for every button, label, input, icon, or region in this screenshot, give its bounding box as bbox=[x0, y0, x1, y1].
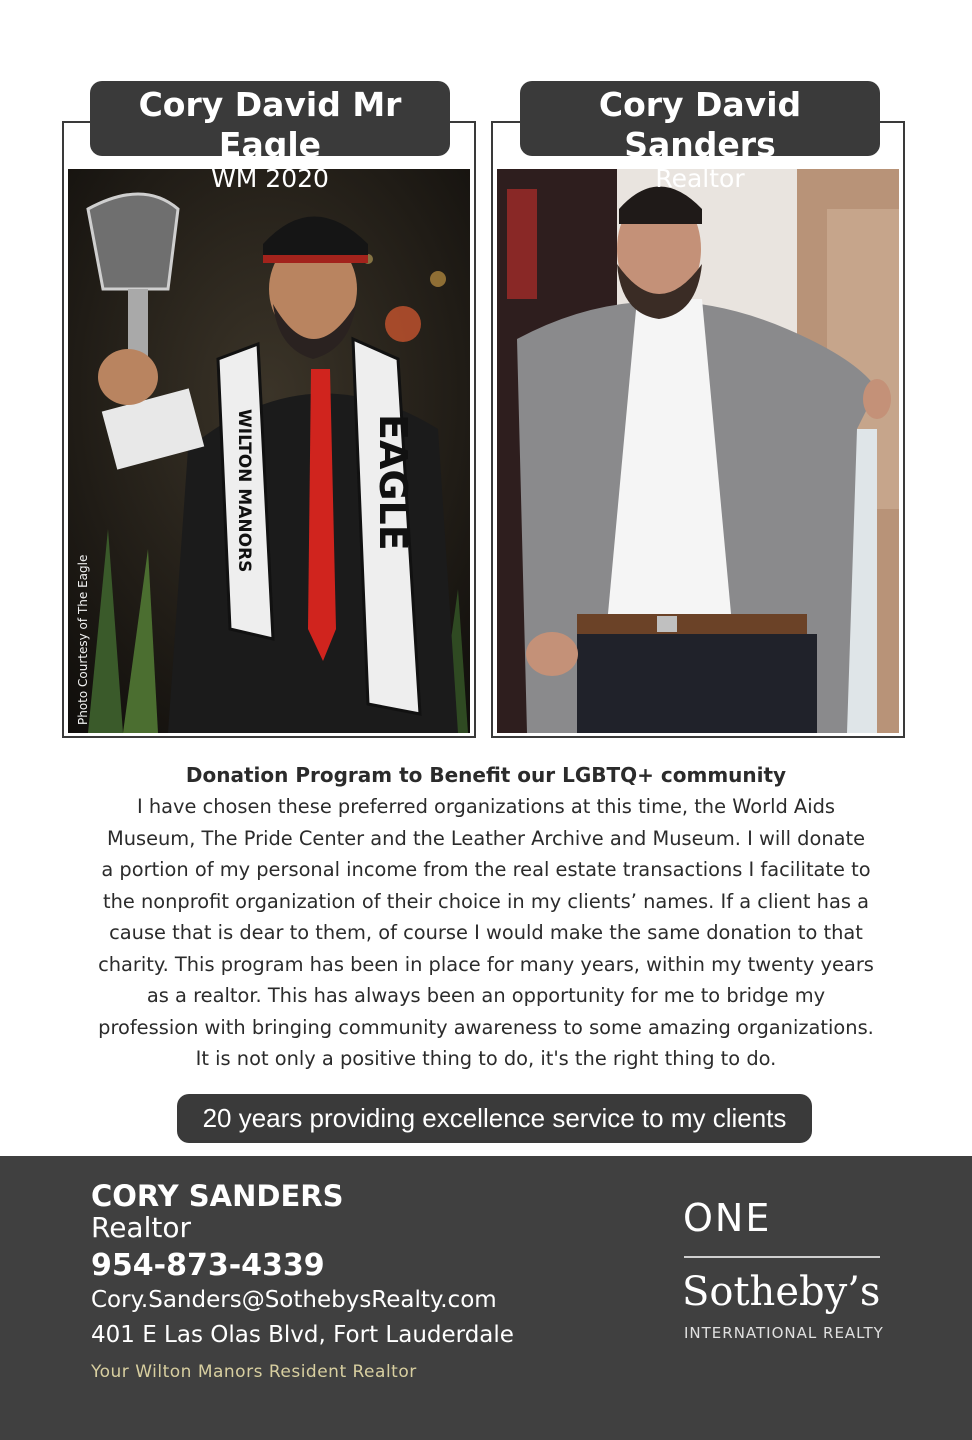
photo-credit: Photo Courtesy of The Eagle bbox=[76, 554, 90, 725]
mr-eagle-card bbox=[62, 121, 476, 738]
realtor-title: Cory David Sanders bbox=[598, 85, 802, 164]
donation-line: the nonprofit organization of their choice in my clients’ names. If a client has a bbox=[103, 889, 869, 913]
donation-line: Museum, The Pride Center and the Leather Archive and Museum. I will donate bbox=[106, 826, 866, 850]
donation-line: profession with bringing community awareness to some amazing organizations. bbox=[98, 1015, 874, 1039]
agent-name: CORY SANDERS bbox=[91, 1179, 344, 1213]
logo-one: ONE bbox=[683, 1196, 772, 1240]
donation-line: It is not only a positive thing to do, it's the right thing to do. bbox=[195, 1047, 777, 1070]
realtor-photo bbox=[497, 169, 899, 733]
logo-divider bbox=[684, 1256, 880, 1258]
donation-line: charity. This program has been in place for many years, within my twenty years bbox=[98, 952, 874, 976]
agent-role: Realtor bbox=[91, 1211, 191, 1244]
sash-left-text: WILTON MANORS bbox=[234, 409, 254, 573]
realtor-subtitle: Realtor bbox=[655, 164, 745, 193]
logo-sothebys: Sotheby’s bbox=[682, 1269, 881, 1315]
agent-email[interactable]: Cory.Sanders@SothebysRealty.com bbox=[91, 1287, 497, 1313]
donation-line: cause that is dear to them, of course I would make the same donation to that bbox=[109, 921, 863, 944]
donation-line: a portion of my personal income from the real estate transactions I facilitate to bbox=[101, 858, 871, 881]
donation-line: I have chosen these preferred organizations at this time, the World Aids bbox=[136, 795, 835, 818]
donation-paragraph bbox=[80, 791, 892, 1075]
donation-line: as a realtor. This has always been an opportunity for me to bridge my bbox=[146, 984, 826, 1007]
agent-tagline: Your Wilton Manors Resident Realtor bbox=[91, 1362, 417, 1382]
realtor-card bbox=[491, 121, 905, 738]
donation-heading: Donation Program to Benefit our LGBTQ+ community bbox=[185, 763, 787, 787]
mr-eagle-title: Cory David Mr Eagle bbox=[138, 85, 402, 164]
donation-section bbox=[80, 760, 892, 1075]
realtor-label bbox=[520, 81, 880, 193]
mr-eagle-subtitle: WM 2020 bbox=[211, 164, 329, 193]
mr-eagle-photo bbox=[68, 169, 470, 733]
mr-eagle-label bbox=[90, 81, 450, 193]
agent-address: 401 E Las Olas Blvd, Fort Lauderdale bbox=[91, 1322, 514, 1348]
experience-banner: 20 years providing excellence service to my clients bbox=[177, 1094, 812, 1143]
realtor-photo-illustration bbox=[497, 169, 899, 733]
mr-eagle-photo-illustration bbox=[68, 169, 470, 733]
sash-right-text: EAGLE bbox=[371, 414, 415, 551]
logo-international-realty: INTERNATIONAL REALTY bbox=[684, 1324, 884, 1342]
agent-phone[interactable]: 954-873-4339 bbox=[91, 1248, 325, 1283]
contact-footer bbox=[0, 1156, 972, 1440]
